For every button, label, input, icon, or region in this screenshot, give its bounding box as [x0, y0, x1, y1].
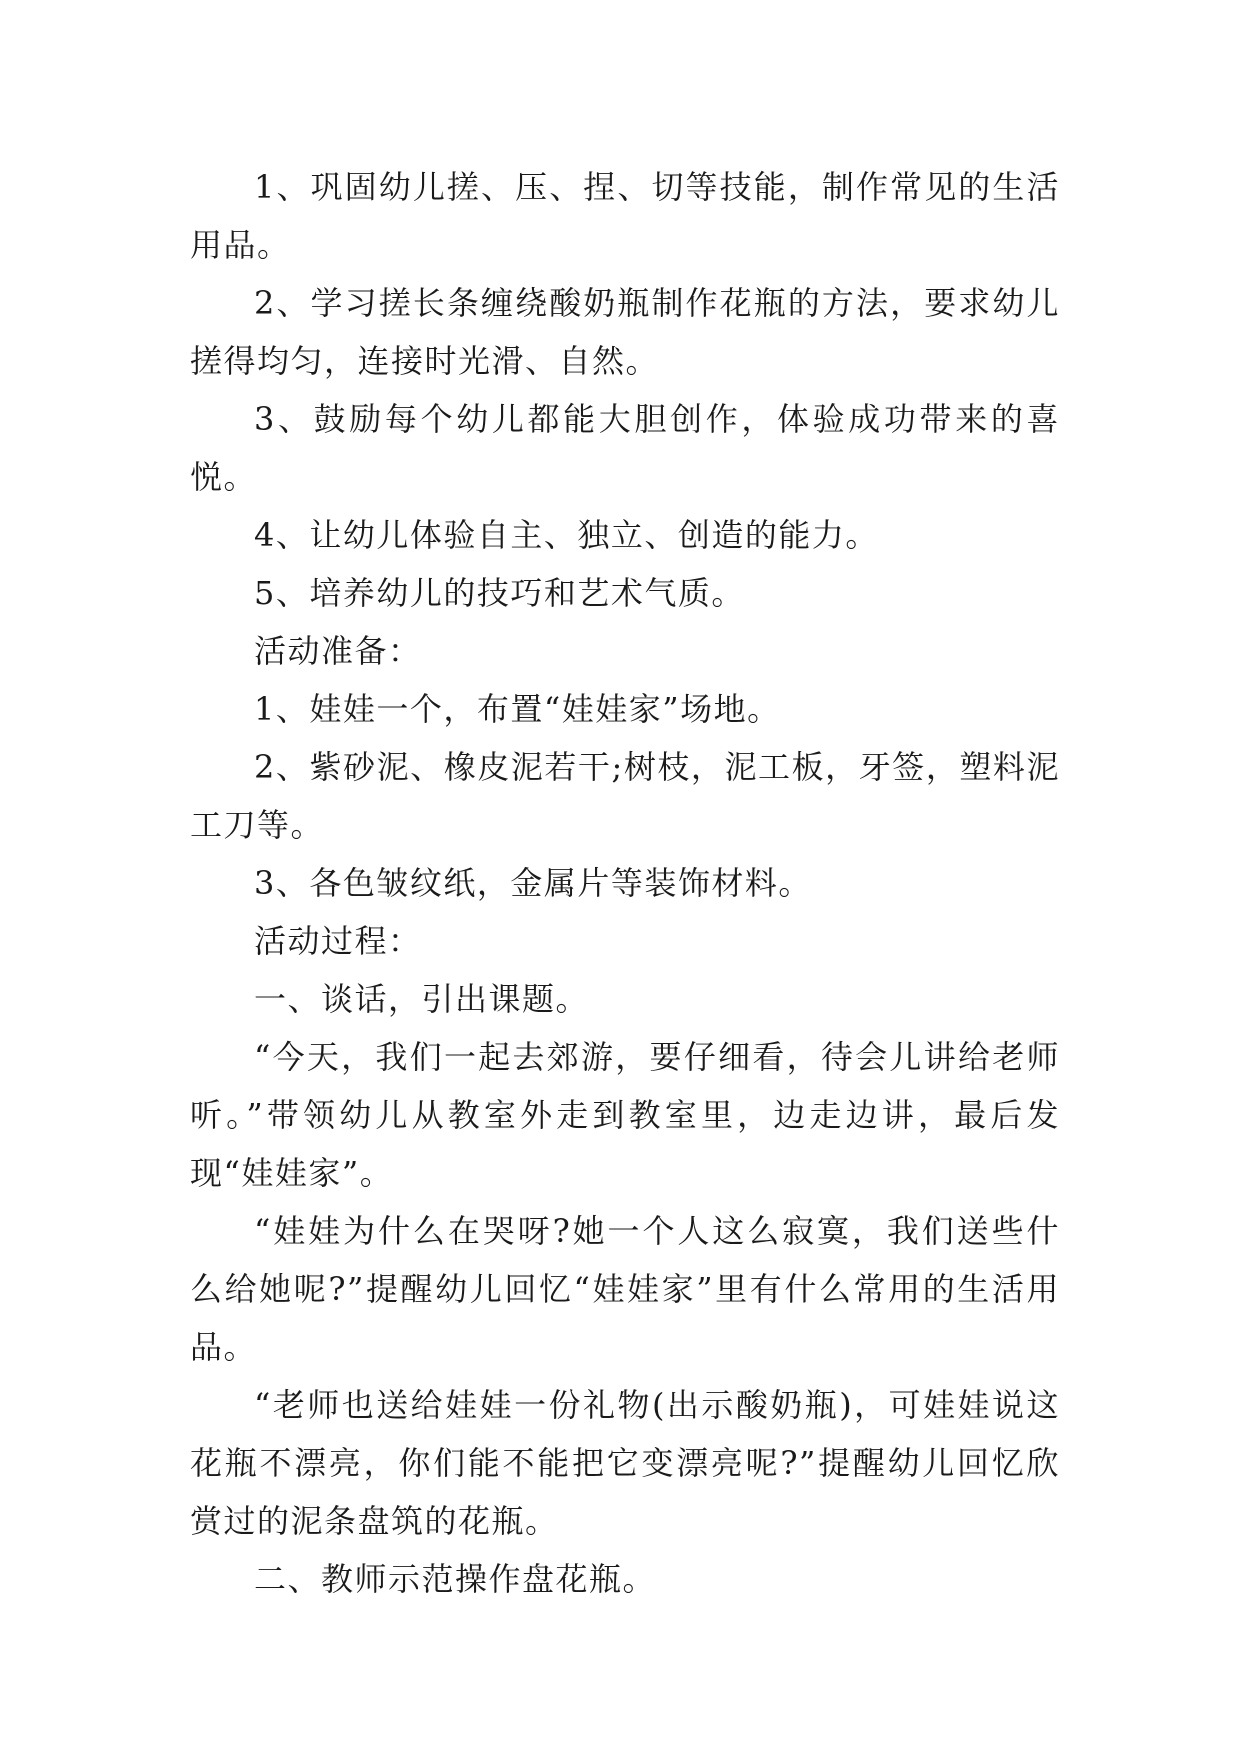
process-paragraph-1: “今天，我们一起去郊游，要仔细看，待会儿讲给老师听。”带领幼儿从教室外走到教室里，边走边讲，最后发现“娃娃家”。 — [190, 1038, 1060, 1192]
objective-2: 2、学习搓长条缠绕酸奶瓶制作花瓶的方法，要求幼儿搓得均匀，连接时光滑、自然。 — [190, 284, 1060, 380]
objective-3: 3、鼓励每个幼儿都能大胆创作，体验成功带来的喜悦。 — [190, 400, 1060, 496]
preparation-2: 2、紫砂泥、橡皮泥若干;树枝，泥工板，牙签，塑料泥工刀等。 — [190, 748, 1060, 844]
objective-4: 4、让幼儿体验自主、独立、创造的能力。 — [254, 516, 879, 554]
process-step-2-heading: 二、教师示范操作盘花瓶。 — [254, 1560, 657, 1598]
section-heading-preparation: 活动准备： — [254, 632, 422, 670]
process-paragraph-3: “老师也送给娃娃一份礼物(出示酸奶瓶)，可娃娃说这花瓶不漂亮，你们能不能把它变漂亮呢?”提醒幼儿回忆欣赏过的泥条盘筑的花瓶。 — [190, 1386, 1060, 1540]
objective-1: 1、巩固幼儿搓、压、捏、切等技能，制作常见的生活用品。 — [190, 168, 1060, 264]
document-body — [190, 158, 1060, 1608]
section-heading-process: 活动过程： — [254, 922, 422, 960]
objective-5: 5、培养幼儿的技巧和艺术气质。 — [254, 574, 745, 612]
preparation-3: 3、各色皱纹纸，金属片等装饰材料。 — [254, 864, 812, 902]
process-paragraph-2: “娃娃为什么在哭呀?她一个人这么寂寞，我们送些什么给她呢?”提醒幼儿回忆“娃娃家”里有什么常用的生活用品。 — [190, 1212, 1060, 1366]
preparation-1: 1、娃娃一个，布置“娃娃家”场地。 — [254, 690, 781, 728]
process-step-1-heading: 一、谈话，引出课题。 — [254, 980, 590, 1018]
